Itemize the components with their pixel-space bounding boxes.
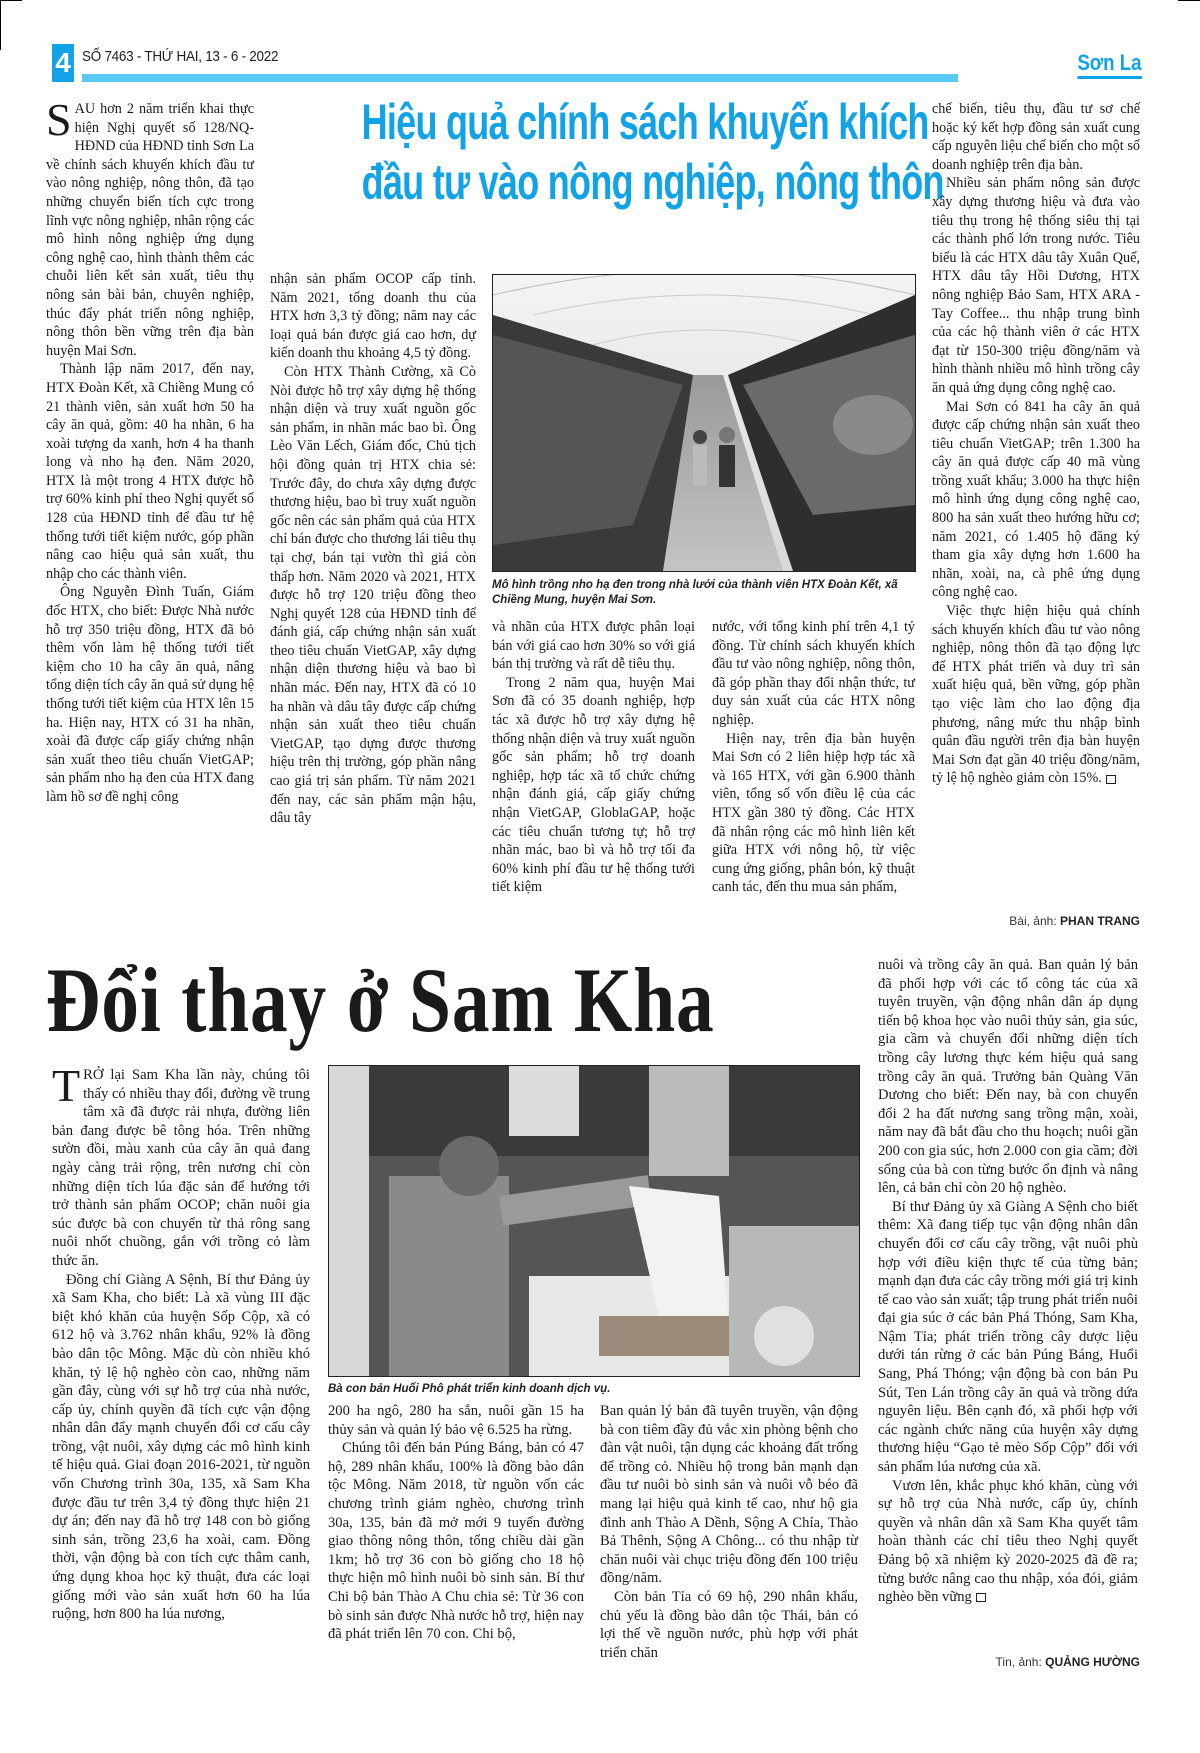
article2-column-2 <box>328 1402 584 1644</box>
article1-paragraph: SAU hơn 2 năm triển khai thực hiện Nghị quyết số 128/NQ-HĐND của HĐND tỉnh Sơn La về chính sách khuyến khích đầu tư vào nông nghiệp, nông thôn, đã tạo những chuyển biến tích cực trong lĩnh vực nông nghiệp, nhân rộng các mô hình nông nghiệp ứng dụng công nghệ cao, hình thành thêm các chuỗi liên kết sản xuất, tiêu thụ nông sản bài bản, chuyên nghiệp, thúc đẩy phát triển nông nghiệp, nông thôn bền vững trên địa bàn huyện Mai Sơn. <box>46 94 254 359</box>
issue-info: SỐ 7463 - THỨ HAI, 13 - 6 - 2022 <box>82 48 279 65</box>
article1-column-3 <box>492 618 695 897</box>
article2-paragraph: Vươn lên, khắc phục khó khăn, cùng với sự hỗ trợ của Nhà nước, cấp ủy, chính quyền và nhân dân xã Sam Kha quyết tâm hoàn thành các chỉ tiêu theo Nghị quyết Đảng bộ xã nhiệm kỳ 2020-2025 đã đề ra; từng bước nâng cao thu nhập, xóa đói, giảm nghèo bền vững <box>878 1477 1138 1606</box>
crop-mark <box>1178 0 1200 1</box>
article1-author: PHAN TRANG <box>1060 914 1140 928</box>
header-rule <box>82 74 958 82</box>
article1-headline <box>361 92 944 212</box>
section-title: Sơn La <box>1078 50 1142 79</box>
article1-photo-caption: Mô hình trồng nho hạ đen trong nhà lưới của thành viên HTX Đoàn Kết, xã Chiềng Mung, huyện Mai Sơn. <box>492 579 898 606</box>
article1-column-4 <box>712 618 915 897</box>
article2-byline: Tin, ảnh: QUẢNG HƯỜNG <box>995 1655 1140 1669</box>
article2-paragraph: Ban quản lý bản đã tuyên truyền, vận động bà con tiêm đầy đủ vắc xin phòng bệnh cho đàn vật nuôi, tận dụng các khoảng đất trống để trồng cỏ. Nhiều hộ trong bản mạnh dạn đầu tư nuôi bò sinh sản và nuôi vỗ béo đã mang lại hiệu quả kinh tế cao, như hộ gia đình anh Thào A Dềnh, Sộng A Chía, Thào Bả Thênh, Sộng A Chông... có thu nhập từ chăn nuôi vài chục triệu đồng đến 100 triệu đồng/năm. <box>600 1403 858 1587</box>
article1-photo <box>492 274 916 572</box>
article2-paragraph: Còn bản Tỉa có 69 hộ, 290 nhân khẩu, chủ yếu là đồng bào dân tộc Thái, bản có lợi thế về nguồn nước, phù hợp với phát triển chăn <box>600 1588 858 1661</box>
article2-photo <box>328 1065 860 1377</box>
crop-mark <box>0 0 22 1</box>
article2-photo-caption: Bà con bản Huổi Phô phát triển kinh doanh dịch vụ. <box>328 1383 611 1395</box>
article2-paragraph: 200 ha ngô, 280 ha sắn, nuôi gần 15 ha thủy sản và quản lý bảo vệ 6.525 ha rừng. <box>328 1403 584 1438</box>
article2-author: QUẢNG HƯỜNG <box>1045 1655 1140 1669</box>
article2-paragraph: Đồng chí Giàng A Sệnh, Bí thư Đảng ủy xã Sam Kha, cho biết: Là xã vùng III đặc biệt khó khăn của huyện Sốp Cộp, xã có 612 hộ và 3.762 nhân khẩu, 92% là đồng bào dân tộc Mông. Mặc dù còn nhiều khó khăn, tỷ lệ hộ nghèo còn cao, những năm gần đây, cùng với sự hỗ trợ của nhà nước, cấp ủy, chính quyền đã tích cực vận động nhân dân đẩy mạnh chuyển đổi cơ cấu cây trồng, vật nuôi, xây dựng các mô hình kinh tế hiệu quả. Giai đoạn 2016-2021, từ nguồn vốn Chương trình 30a, 135, xã Sam Kha được đầu tư trên 3,4 tỷ đồng thực hiện 21 dự án; đến nay đã hỗ trợ 148 con bò giống sinh sản, trồng 23,6 ha xoài, cam. Đồng thời, vận động bà con tích cực thâm canh, ứng dụng khoa học kỹ thuật, đưa các loại giống mới vào sản xuất hơn 60 ha lúa ruộng, hơn 800 ha lúa nương, <box>52 1271 310 1623</box>
article1-paragraph: Còn HTX Thành Cường, xã Cò Nòi được hỗ trợ xây dựng hệ thống nhận diện và truy xuất nguồn gốc sản phẩm, in nhãn mác bao bì. Ông Lèo Văn Lếch, Giám đốc, Chủ tịch hội đồng quản trị HTX chia sẻ: Trước đây, do chưa xây dựng được thương hiệu, bao bì truy xuất nguồn gốc nên các sản phẩm quả của HTX chỉ bán được cho thương lái tiêu thụ tại chợ, bán tại vườn thì giá còn thấp hơn. Năm 2020 và 2021, HTX được hỗ trợ 120 triệu đồng theo Nghị quyết 128 của HĐND tỉnh để đánh giá, cấp chứng nhận sản xuất theo tiêu chuẩn VietGAP, xây dựng nhận diện thương hiệu và bao bì nhãn mác. Đến nay, HTX đã có 10 ha nhãn và dâu tây được cấp chứng nhận sản xuất theo tiêu chuẩn VietGAP, tạo dựng được thương hiệu trên thị trường, góp phần nâng cao giá trị sản phẩm. Từ năm 2021 đến nay, các sản phẩm mận hậu, dâu tây <box>270 363 476 827</box>
article2-column-4 <box>878 956 1138 1607</box>
greenhouse-photo-illustration <box>493 275 915 571</box>
crop-mark <box>0 0 1 50</box>
article1-paragraph: Thành lập năm 2017, đến nay, HTX Đoàn Kết, xã Chiềng Mung có 21 thành viên, sản xuất hơn 50 ha cây ăn quả, gồm: 40 ha nhãn, 6 ha xoài tượng da xanh, hơn 4 ha thanh long và nho hạ đen. Năm 2020, HTX là một trong 4 HTX được hỗ trợ 60% kinh phí theo Nghị quyết số 128 của HĐND tỉnh để đầu tư hệ thống tưới tiết kiệm nước, góp phần nâng cao hiệu quả sản xuất, thu nhập cho các thành viên. <box>46 361 254 582</box>
article1-paragraph: và nhãn của HTX được phân loại bán với giá cao hơn 30% so với giá bán thị trường và rất dễ tiêu thụ. <box>492 619 695 673</box>
article1-paragraph: Ông Nguyễn Đình Tuấn, Giám đốc HTX, cho biết: Được Nhà nước hỗ trợ 350 triệu đồng, HTX đã bỏ thêm vốn làm hệ thống tưới tiết kiệm cho 10 ha cây ăn quả, nâng tổng diện tích cây ăn quả sử dụng hệ thống tưới tiết kiệm của HTX lên 15 ha. Hiện nay, HTX có 31 ha nhãn, xoài đã được cấp giấy chứng nhận sản xuất theo tiêu chuẩn VietGAP; sản phẩm nho hạ đen của HTX đang làm hồ sơ đề nghị công <box>46 584 254 805</box>
article1-column-1 <box>46 94 254 807</box>
article1-paragraph: Hiện nay, trên địa bàn huyện Mai Sơn có 2 liên hiệp hợp tác xã và 165 HTX, với gần 6.900 thành viên, tổng số vốn điều lệ của các HTX gần 380 tỷ đồng. Các HTX đã nhân rộng các mô hình liên kết giữa HTX với nông hộ, từ việc cung ứng giống, phân bón, kỹ thuật canh tác, đến thu mua sản phẩm, <box>712 730 915 896</box>
article1-paragraph: Việc thực hiện hiệu quả chính sách khuyến khích đầu tư vào nông nghiệp, nông thôn đã tạo động lực để HTX phát triển và duy trì sản xuất hiệu quả, bền vững, góp phần tạo việc làm cho lao động địa phương, nâng mức thu nhập bình quân đầu người trên địa bàn huyện Mai Sơn đạt gần 40 triệu đồng/năm, tỷ lệ hộ nghèo giảm còn 15%. <box>932 603 1140 787</box>
article1-column-5 <box>932 100 1140 788</box>
shop-photo-illustration <box>329 1066 859 1376</box>
article2-paragraph: Chúng tôi đến bản Púng Báng, bản có 47 hộ, 289 nhân khẩu, 100% là đồng bào dân tộc Mông. Năm 2018, từ nguồn vốn các chương trình giảm nghèo, chương trình 30a, 135, bản đã mở mới 9 tuyến đường giao thông nông thôn, tổng chiều dài gần 1km; hỗ trợ 36 con bò giống cho 18 hộ thực hiện mô hình nuôi bò sinh sản. Bí thư Chi bộ bản Thào A Chu chia sẻ: Từ 36 con bò sinh sản được Nhà nước hỗ trợ, hiện nay đã phát triển lên 70 con. Chi bộ, <box>328 1440 584 1643</box>
article1-paragraph: Trong 2 năm qua, huyện Mai Sơn đã có 35 doanh nghiệp, hợp tác xã được hỗ trợ xây dựng hệ thống nhận diện và truy xuất nguồn gốc sản phẩm; hỗ trợ doanh nghiệp, hợp tác xã tổ chức chứng nhận đánh giá, cấp giấy chứng nhận VietGAP, GloblaGAP, hoặc các tiêu chuẩn tương tự; hỗ trợ nhãn mác, bao bì và hỗ trợ tối đa 60% kinh phí đầu tư hệ thống tưới tiết kiệm <box>492 674 695 896</box>
article1-paragraph: nước, với tổng kinh phí trên 4,1 tỷ đồng. Từ chính sách khuyến khích đầu tư vào nông nghiệp, nông thôn, đã góp phần thay đổi nhận thức, tư duy sản xuất của các HTX nông nghiệp. <box>712 619 915 728</box>
dropcap: T <box>52 1060 81 1111</box>
article1-byline: Bài, ảnh: PHAN TRANG <box>1009 914 1140 928</box>
page-header <box>52 44 1148 84</box>
end-mark-icon <box>1106 775 1116 784</box>
article1-column-2 <box>270 270 476 828</box>
article1-paragraph: Mai Sơn có 841 ha cây ăn quả được cấp chứng nhận sản xuất theo tiêu chuẩn VietGAP; trên 1.300 ha cây ăn quả được cấp 40 mã vùng trồng xuất khẩu; 3.000 ha thực hiện mô hình ứng dụng công nghệ cao, 800 ha sản xuất theo hướng hữu cơ; năm 2021, có 1.405 hộ đăng ký tham gia xây dựng hơn 1.600 ha nhãn, xoài, na, cà phê ứng dụng công nghệ cao. <box>932 398 1140 601</box>
article2-column-1 <box>52 1060 310 1624</box>
article2-paragraph: Bí thư Đảng ủy xã Giàng A Sệnh cho biết thêm: Xã đang tiếp tục vận động nhân dân chuyển đổi cơ cấu cây trồng, vật nuôi phù hợp với điều kiện thực tế của từng bản; mạnh dạn đưa các cây trồng mới giá trị kinh tế cao vào sản xuất; tập trung phát triển nuôi đại gia súc ở các bản Phá Thóng, Sam Kha, Nậm Tỉa; phát triển trồng cây dược liệu dưới tán rừng ở các bản Púng Báng, Huổi Sang, Phá Thóng; vận động bà con bản Pu Sút, Ten Lán trồng cây ăn quả và trồng dứa nguyên liệu. Bên cạnh đó, xã phối hợp với các ngành chức năng của huyện xây dựng thương hiệu “Gạo tẻ mèo Sốp Cộp” đối với sản phẩm lúa nương của xã. <box>878 1198 1138 1476</box>
dropcap: S <box>46 94 72 145</box>
end-mark-icon <box>976 1593 986 1602</box>
article1-paragraph: chế biến, tiêu thụ, đầu tư sơ chế hoặc ký kết hợp đồng sản xuất cung cấp nguyên liệu chế biến cho một số doanh nghiệp trên địa bàn. <box>932 101 1140 173</box>
article1-headline-line1: Hiệu quả chính sách khuyến khích <box>361 94 929 150</box>
article2-headline: Đổi thay ở Sam Kha <box>46 949 715 1051</box>
article2-column-3 <box>600 1402 858 1662</box>
article2-paragraph: TRỞ lại Sam Kha lần này, chúng tôi thấy có nhiều thay đổi, đường về trung tâm xã đã được rải nhựa, đường liên bản đang được bê tông hóa. Trên những sườn đồi, màu xanh của cây ăn quả đang ngày càng trải rộng, trên nương chỉ còn những diện tích lúa đặc sản để hướng tới trở thành sản phẩm OCOP; chăn nuôi gia súc được bà con chuyển từ thả rông sang nuôi nhốt chuồng, gắn với trồng cỏ làm thức ăn. <box>52 1060 310 1269</box>
article1-paragraph: Nhiều sản phẩm nông sản được xây dựng thương hiệu và đưa vào tiêu thụ trong hệ thống siêu thị tại các thành phố lớn trong nước. Tiêu biểu là các HTX dâu tây Xuân Quế, HTX dâu tây Hồi Dương, HTX nông nghiệp Bảo Sam, HTX ARA - Tay Coffee... thu nhập trung bình của các hộ thành viên ở các HTX đạt từ 150-300 triệu đồng/năm và hình thành nhiều mô hình trồng cây ăn quả ứng dụng công nghệ cao. <box>932 175 1140 396</box>
article1-headline-line2: đầu tư vào nông nghiệp, nông thôn <box>361 154 944 210</box>
article1-paragraph: nhận sản phẩm OCOP cấp tỉnh. Năm 2021, tổng doanh thu của HTX hơn 3,3 tỷ đồng; năm nay các loại quả bán được giá cao hơn, dự kiến doanh thu khoảng 4,5 tỷ đồng. <box>270 271 476 362</box>
page-number: 4 <box>52 44 74 82</box>
article2-paragraph: nuôi và trồng cây ăn quả. Ban quản lý bản đã phối hợp với các tổ công tác của xã tuyên truyền, vận động nhân dân áp dụng tiến bộ khoa học vào nuôi thủy sản, gia súc, gia cầm và chuyển đổi những diện tích trồng cây lương thực kém hiệu quả sang trồng cây ăn quả. Trưởng bản Quàng Văn Dương cho biết: Đến nay, bà con chuyển đổi 2 ha đất nương sang trồng mận, xoài, năm nay đã bắt đầu cho thu hoạch; nuôi gần 200 con gia súc, hơn 2.000 con gia cầm; đời sống của bà con từng bước ổn định và nâng lên, cả bản chỉ còn 20 hộ nghèo. <box>878 957 1138 1197</box>
